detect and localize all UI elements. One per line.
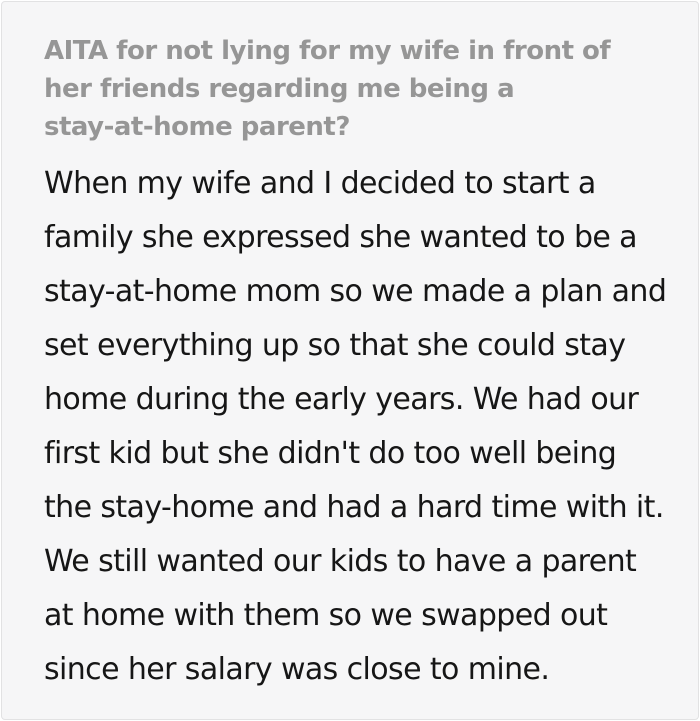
post-card [1,1,699,720]
post-title-line: her friends regarding me being a [44,74,515,104]
post-body-line: When my wife and I decided to start a [44,166,596,201]
post-body-line: since her salary was close to mine. [44,652,550,687]
post-title-line: AITA for not lying for my wife in front of [44,36,611,66]
post-body-line: at home with them so we swapped out [44,598,608,633]
post-body-line: home during the early years. We had our [44,382,639,417]
post-body-line: first kid but she didn't do too well being [44,436,617,471]
post-body-line: set everything up so that she could stay [44,328,626,363]
post-body-line: stay-at-home mom so we made a plan and [44,274,667,309]
post-body-line: the stay-home and had a hard time with it. [44,490,664,525]
post-body-line: We still wanted our kids to have a parent [44,544,637,579]
post-title-line: stay-at-home parent? [44,112,350,142]
post-title [44,32,656,146]
post-body-line: family she expressed she wanted to be a [44,220,637,255]
post-body [44,157,667,697]
